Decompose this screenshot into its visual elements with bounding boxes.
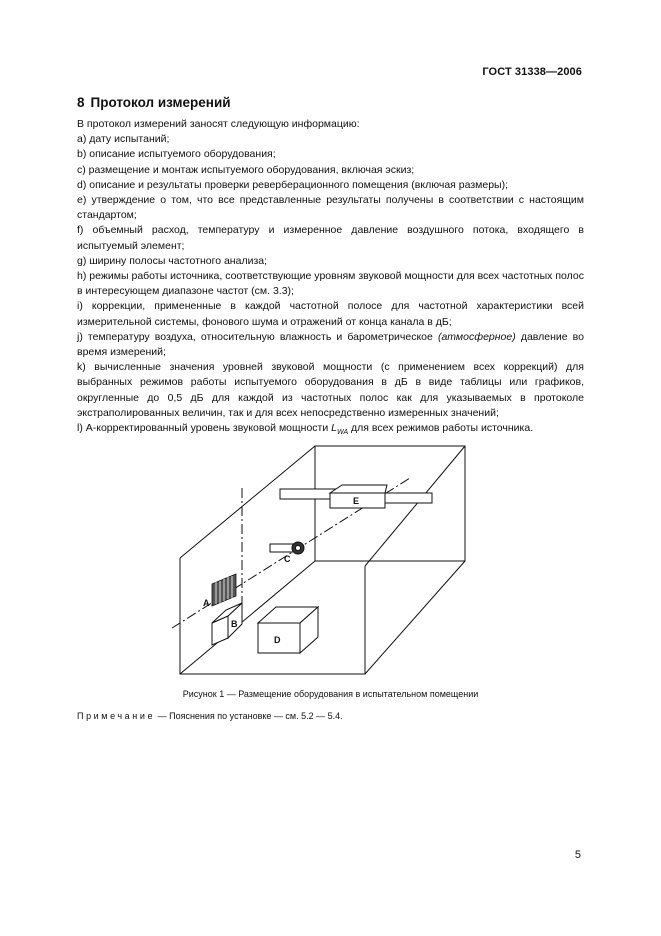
note-text: — Пояснения по установке — см. 5.2 — 5.4. <box>155 711 343 721</box>
intro-paragraph: В протокол измерений заносят следующую информацию: <box>77 118 360 130</box>
duct-right <box>380 493 432 503</box>
list-item-k: k) вычисленные значения уровней звуковой мощности (с применением всех коррекций) для выбранных режимов работы испытуемого оборудования в дБ в виде таблицы или графиков, округленные до 0,5 дБ для каждой из частотных полос как для указываемых в протоколе экстраполированных величин, так и для всех непосредственно измеренных значений; <box>77 361 584 419</box>
list-item-f: f) объемный расход, температуру и измеренное давление воздушного потока, входящего в испытуемый элемент; <box>77 224 584 252</box>
page-number: 5 <box>574 849 581 861</box>
edge-bottom-right <box>365 561 465 674</box>
item-j-before: j) температуру воздуха, относительную влажность и барометрическое <box>77 330 438 343</box>
list-item-h: h) режимы работы источника, соответствующие уровням звуковой мощности для всех частотных полос в интересующем диапазоне частот (см. 3.3); <box>77 270 584 298</box>
section-title-text: Протокол измерений <box>90 95 231 110</box>
label-c: C <box>284 554 291 564</box>
item-l-symbol: L <box>331 422 337 435</box>
list-item-c: c) размещение и монтаж испытуемого оборудования, включая эскиз; <box>77 163 415 176</box>
list-item-b: b) описание испытуемого оборудования; <box>77 148 276 161</box>
label-b: B <box>231 619 238 629</box>
room-diagram <box>150 438 480 683</box>
pipe-c <box>270 544 294 552</box>
section-title <box>77 95 231 110</box>
label-e: E <box>353 496 360 506</box>
item-l-after: для всех режимов работы источника. <box>348 422 534 435</box>
edge-top-left <box>180 446 315 558</box>
document-header: ГОСТ 31338—2006 <box>482 66 582 78</box>
item-j-after: давление во время измерений; <box>77 330 584 359</box>
item-l-subscript: WA <box>336 429 349 437</box>
item-j-italic: (атмосферное) <box>437 330 516 343</box>
list-item-a: a) дату испытаний; <box>77 133 170 146</box>
label-a: A <box>203 598 210 608</box>
box-e-top <box>330 485 387 493</box>
figure-note <box>77 711 343 721</box>
list-item-d: d) описание и результаты проверки реверберационного помещения (включая размеры); <box>77 178 508 191</box>
item-l-before: l) А-корректированный уровень звуковой мощности <box>77 422 332 435</box>
list-item-e: e) утверждение о том, что все представленные результаты получены в соответствии с настоящим стандартом; <box>77 194 584 222</box>
note-label: Примечание <box>77 711 156 721</box>
list-item-i: i) коррекции, примененные в каждой частотной полосе для частотной характеристики всей измерительной системы, фонового шума и отражений от конца канала в дБ; <box>77 300 584 328</box>
section-body <box>77 117 584 440</box>
list-item-g: g) ширину полосы частотного анализа; <box>77 254 268 267</box>
section-number: 8 <box>77 95 85 110</box>
list-item-j <box>77 330 584 360</box>
figure-caption: Рисунок 1 — Размещение оборудования в испытательном помещении <box>182 689 479 699</box>
source-c-inner <box>296 546 301 551</box>
label-d: D <box>274 635 281 645</box>
